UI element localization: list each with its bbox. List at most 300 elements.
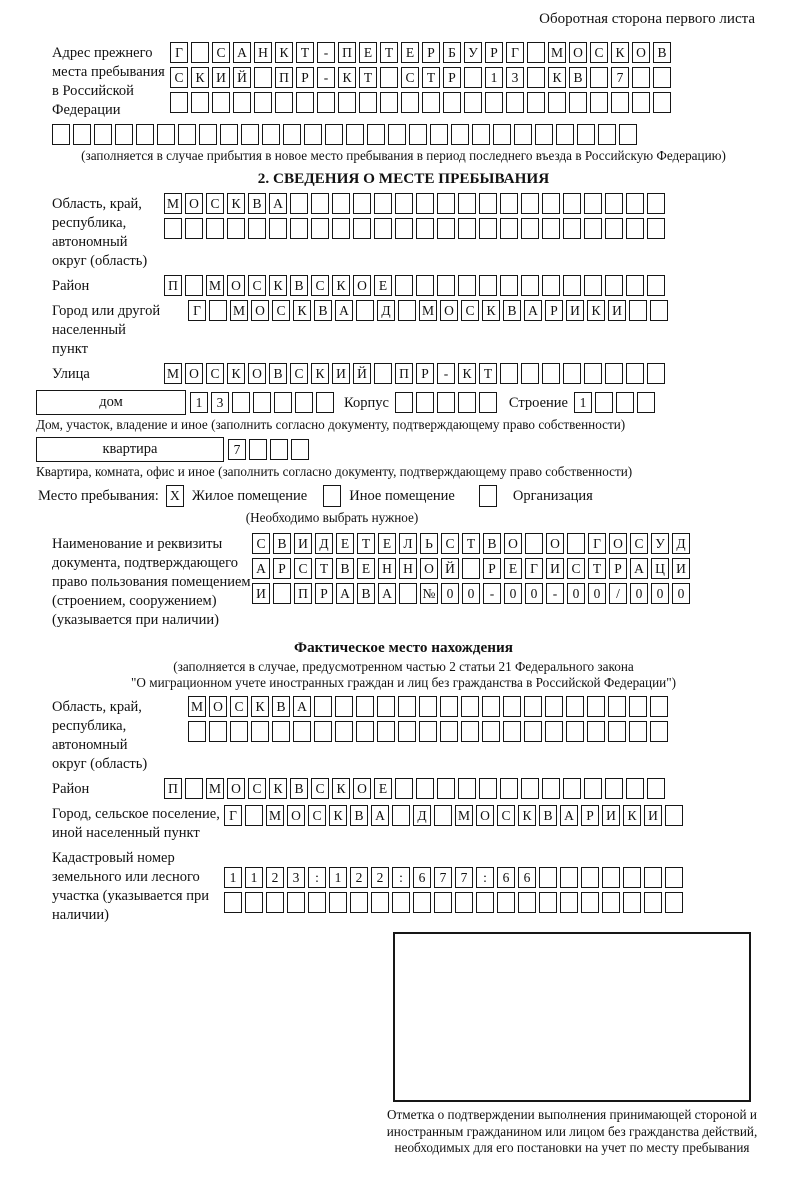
char-cell[interactable]: У: [651, 533, 669, 554]
char-cell[interactable]: С: [248, 778, 266, 799]
char-cell[interactable]: [440, 721, 458, 742]
char-cell[interactable]: [388, 124, 406, 145]
char-cell[interactable]: Т: [296, 42, 314, 63]
char-cell[interactable]: [479, 218, 497, 239]
char-cell[interactable]: Е: [401, 42, 419, 63]
char-cell[interactable]: В: [357, 583, 375, 604]
char-cell[interactable]: -: [546, 583, 564, 604]
char-cell[interactable]: [632, 92, 650, 113]
char-cell[interactable]: О: [248, 363, 266, 384]
char-cell[interactable]: [637, 392, 655, 413]
char-cell[interactable]: [359, 92, 377, 113]
char-cell[interactable]: [647, 363, 665, 384]
char-cell[interactable]: Р: [296, 67, 314, 88]
char-cell[interactable]: [567, 533, 585, 554]
char-cell[interactable]: Г: [506, 42, 524, 63]
char-cell[interactable]: [251, 721, 269, 742]
char-cell[interactable]: К: [338, 67, 356, 88]
char-cell[interactable]: В: [273, 533, 291, 554]
char-cell[interactable]: 3: [211, 392, 229, 413]
char-cell[interactable]: [346, 124, 364, 145]
char-cell[interactable]: К: [275, 42, 293, 63]
char-cell[interactable]: [623, 867, 641, 888]
char-cell[interactable]: [518, 892, 536, 913]
char-cell[interactable]: [626, 193, 644, 214]
char-cell[interactable]: 2: [371, 867, 389, 888]
char-cell[interactable]: [626, 778, 644, 799]
char-cell[interactable]: [623, 892, 641, 913]
char-cell[interactable]: 6: [413, 867, 431, 888]
char-cell[interactable]: [461, 721, 479, 742]
char-cell[interactable]: И: [566, 300, 584, 321]
char-cell[interactable]: А: [293, 696, 311, 717]
char-cell[interactable]: А: [252, 558, 270, 579]
char-cell[interactable]: [409, 124, 427, 145]
char-cell[interactable]: [584, 363, 602, 384]
char-cell[interactable]: [212, 92, 230, 113]
char-cell[interactable]: Е: [374, 275, 392, 296]
char-cell[interactable]: [590, 67, 608, 88]
char-cell[interactable]: 1: [574, 392, 592, 413]
char-cell[interactable]: [545, 721, 563, 742]
char-cell[interactable]: [380, 67, 398, 88]
char-cell[interactable]: О: [504, 533, 522, 554]
char-cell[interactable]: М: [455, 805, 473, 826]
char-cell[interactable]: [647, 218, 665, 239]
char-cell[interactable]: 0: [630, 583, 648, 604]
char-cell[interactable]: [569, 92, 587, 113]
house-type-box[interactable]: дом: [36, 390, 186, 415]
char-cell[interactable]: [476, 892, 494, 913]
char-cell[interactable]: Р: [545, 300, 563, 321]
char-cell[interactable]: :: [392, 867, 410, 888]
char-cell[interactable]: [399, 583, 417, 604]
char-cell[interactable]: В: [503, 300, 521, 321]
char-cell[interactable]: [374, 363, 392, 384]
char-cell[interactable]: А: [630, 558, 648, 579]
char-cell[interactable]: [605, 218, 623, 239]
char-cell[interactable]: [245, 805, 263, 826]
char-cell[interactable]: [398, 696, 416, 717]
char-cell[interactable]: [430, 124, 448, 145]
char-cell[interactable]: :: [308, 867, 326, 888]
char-cell[interactable]: К: [269, 275, 287, 296]
char-cell[interactable]: [521, 193, 539, 214]
char-cell[interactable]: [419, 696, 437, 717]
char-cell[interactable]: 1: [190, 392, 208, 413]
char-cell[interactable]: [416, 193, 434, 214]
char-cell[interactable]: Н: [254, 42, 272, 63]
char-cell[interactable]: [94, 124, 112, 145]
char-cell[interactable]: [548, 92, 566, 113]
char-cell[interactable]: [115, 124, 133, 145]
char-cell[interactable]: К: [311, 363, 329, 384]
char-cell[interactable]: 6: [518, 867, 536, 888]
apartment-type-box[interactable]: квартира: [36, 437, 224, 462]
char-cell[interactable]: [269, 218, 287, 239]
char-cell[interactable]: [220, 124, 238, 145]
char-cell[interactable]: Д: [315, 533, 333, 554]
char-cell[interactable]: [136, 124, 154, 145]
char-cell[interactable]: Т: [315, 558, 333, 579]
char-cell[interactable]: [590, 92, 608, 113]
char-cell[interactable]: В: [483, 533, 501, 554]
char-cell[interactable]: О: [353, 778, 371, 799]
char-cell[interactable]: [371, 892, 389, 913]
char-cell[interactable]: [395, 275, 413, 296]
char-cell[interactable]: 1: [329, 867, 347, 888]
char-cell[interactable]: 0: [672, 583, 690, 604]
char-cell[interactable]: Т: [380, 42, 398, 63]
char-cell[interactable]: В: [290, 275, 308, 296]
char-cell[interactable]: 0: [504, 583, 522, 604]
char-cell[interactable]: М: [188, 696, 206, 717]
char-cell[interactable]: [524, 721, 542, 742]
char-cell[interactable]: И: [608, 300, 626, 321]
char-cell[interactable]: Г: [224, 805, 242, 826]
char-cell[interactable]: [437, 392, 455, 413]
char-cell[interactable]: [367, 124, 385, 145]
char-cell[interactable]: О: [227, 275, 245, 296]
char-cell[interactable]: [521, 778, 539, 799]
char-cell[interactable]: Б: [443, 42, 461, 63]
char-cell[interactable]: [188, 721, 206, 742]
char-cell[interactable]: [291, 439, 309, 460]
char-cell[interactable]: А: [378, 583, 396, 604]
char-cell[interactable]: Й: [353, 363, 371, 384]
char-cell[interactable]: [653, 92, 671, 113]
char-cell[interactable]: [416, 778, 434, 799]
char-cell[interactable]: И: [252, 583, 270, 604]
char-cell[interactable]: А: [560, 805, 578, 826]
char-cell[interactable]: О: [353, 275, 371, 296]
char-cell[interactable]: М: [548, 42, 566, 63]
char-cell[interactable]: П: [164, 275, 182, 296]
char-cell[interactable]: [422, 92, 440, 113]
char-cell[interactable]: В: [569, 67, 587, 88]
char-cell[interactable]: К: [329, 805, 347, 826]
char-cell[interactable]: 7: [455, 867, 473, 888]
char-cell[interactable]: [464, 92, 482, 113]
char-cell[interactable]: И: [672, 558, 690, 579]
char-cell[interactable]: [605, 275, 623, 296]
char-cell[interactable]: [566, 721, 584, 742]
char-cell[interactable]: [587, 721, 605, 742]
char-cell[interactable]: [209, 721, 227, 742]
char-cell[interactable]: К: [587, 300, 605, 321]
char-cell[interactable]: С: [212, 42, 230, 63]
char-cell[interactable]: [619, 124, 637, 145]
char-cell[interactable]: [464, 67, 482, 88]
char-cell[interactable]: [472, 124, 490, 145]
char-cell[interactable]: [479, 778, 497, 799]
char-cell[interactable]: [283, 124, 301, 145]
char-cell[interactable]: С: [230, 696, 248, 717]
char-cell[interactable]: [506, 92, 524, 113]
char-cell[interactable]: [629, 721, 647, 742]
char-cell[interactable]: [353, 193, 371, 214]
char-cell[interactable]: Ц: [651, 558, 669, 579]
char-cell[interactable]: [443, 92, 461, 113]
char-cell[interactable]: 7: [228, 439, 246, 460]
char-cell[interactable]: [304, 124, 322, 145]
char-cell[interactable]: Р: [483, 558, 501, 579]
char-cell[interactable]: [308, 892, 326, 913]
char-cell[interactable]: Р: [443, 67, 461, 88]
char-cell[interactable]: [608, 696, 626, 717]
char-cell[interactable]: [73, 124, 91, 145]
char-cell[interactable]: [647, 778, 665, 799]
char-cell[interactable]: [566, 696, 584, 717]
char-cell[interactable]: Р: [273, 558, 291, 579]
char-cell[interactable]: [461, 696, 479, 717]
char-cell[interactable]: [493, 124, 511, 145]
char-cell[interactable]: 0: [525, 583, 543, 604]
char-cell[interactable]: [287, 892, 305, 913]
char-cell[interactable]: Р: [422, 42, 440, 63]
char-cell[interactable]: С: [311, 275, 329, 296]
char-cell[interactable]: [413, 892, 431, 913]
char-cell[interactable]: С: [311, 778, 329, 799]
char-cell[interactable]: [647, 275, 665, 296]
char-cell[interactable]: [374, 218, 392, 239]
char-cell[interactable]: [227, 218, 245, 239]
char-cell[interactable]: С: [567, 558, 585, 579]
char-cell[interactable]: [644, 892, 662, 913]
char-cell[interactable]: Т: [359, 67, 377, 88]
char-cell[interactable]: [500, 778, 518, 799]
char-cell[interactable]: [563, 218, 581, 239]
char-cell[interactable]: [587, 696, 605, 717]
char-cell[interactable]: [395, 778, 413, 799]
char-cell[interactable]: Р: [485, 42, 503, 63]
char-cell[interactable]: Н: [399, 558, 417, 579]
char-cell[interactable]: 0: [441, 583, 459, 604]
char-cell[interactable]: [273, 583, 291, 604]
char-cell[interactable]: [274, 392, 292, 413]
char-cell[interactable]: [314, 696, 332, 717]
char-cell[interactable]: [545, 696, 563, 717]
char-cell[interactable]: [527, 92, 545, 113]
char-cell[interactable]: [458, 218, 476, 239]
char-cell[interactable]: [356, 300, 374, 321]
char-cell[interactable]: [262, 124, 280, 145]
char-cell[interactable]: В: [314, 300, 332, 321]
char-cell[interactable]: О: [440, 300, 458, 321]
char-cell[interactable]: Е: [357, 558, 375, 579]
char-cell[interactable]: И: [546, 558, 564, 579]
char-cell[interactable]: Ь: [420, 533, 438, 554]
char-cell[interactable]: О: [185, 363, 203, 384]
char-cell[interactable]: [556, 124, 574, 145]
char-cell[interactable]: [178, 124, 196, 145]
char-cell[interactable]: [458, 193, 476, 214]
char-cell[interactable]: О: [476, 805, 494, 826]
char-cell[interactable]: А: [269, 193, 287, 214]
char-cell[interactable]: О: [287, 805, 305, 826]
char-cell[interactable]: [437, 778, 455, 799]
char-cell[interactable]: [314, 721, 332, 742]
char-cell[interactable]: [316, 392, 334, 413]
char-cell[interactable]: Т: [422, 67, 440, 88]
char-cell[interactable]: [434, 892, 452, 913]
char-cell[interactable]: [462, 558, 480, 579]
char-cell[interactable]: [629, 696, 647, 717]
residential-checkbox[interactable]: X: [166, 485, 184, 507]
char-cell[interactable]: Р: [581, 805, 599, 826]
char-cell[interactable]: В: [653, 42, 671, 63]
char-cell[interactable]: [248, 218, 266, 239]
char-cell[interactable]: К: [611, 42, 629, 63]
char-cell[interactable]: С: [248, 275, 266, 296]
char-cell[interactable]: В: [290, 778, 308, 799]
char-cell[interactable]: [241, 124, 259, 145]
char-cell[interactable]: [266, 892, 284, 913]
char-cell[interactable]: К: [227, 193, 245, 214]
char-cell[interactable]: [521, 275, 539, 296]
char-cell[interactable]: [395, 218, 413, 239]
char-cell[interactable]: [398, 721, 416, 742]
char-cell[interactable]: С: [294, 558, 312, 579]
char-cell[interactable]: А: [335, 300, 353, 321]
char-cell[interactable]: М: [266, 805, 284, 826]
char-cell[interactable]: О: [227, 778, 245, 799]
char-cell[interactable]: [209, 300, 227, 321]
char-cell[interactable]: О: [632, 42, 650, 63]
char-cell[interactable]: /: [609, 583, 627, 604]
char-cell[interactable]: [398, 300, 416, 321]
char-cell[interactable]: [542, 363, 560, 384]
char-cell[interactable]: С: [272, 300, 290, 321]
char-cell[interactable]: Д: [377, 300, 395, 321]
char-cell[interactable]: Е: [374, 778, 392, 799]
char-cell[interactable]: [560, 892, 578, 913]
char-cell[interactable]: [437, 218, 455, 239]
char-cell[interactable]: 6: [497, 867, 515, 888]
char-cell[interactable]: [395, 392, 413, 413]
char-cell[interactable]: [335, 721, 353, 742]
char-cell[interactable]: К: [482, 300, 500, 321]
char-cell[interactable]: [644, 867, 662, 888]
char-cell[interactable]: [479, 392, 497, 413]
char-cell[interactable]: 1: [485, 67, 503, 88]
char-cell[interactable]: Т: [479, 363, 497, 384]
char-cell[interactable]: М: [164, 363, 182, 384]
char-cell[interactable]: [539, 867, 557, 888]
char-cell[interactable]: Е: [504, 558, 522, 579]
char-cell[interactable]: [584, 275, 602, 296]
char-cell[interactable]: -: [437, 363, 455, 384]
char-cell[interactable]: [295, 392, 313, 413]
char-cell[interactable]: Г: [188, 300, 206, 321]
char-cell[interactable]: [419, 721, 437, 742]
char-cell[interactable]: О: [185, 193, 203, 214]
char-cell[interactable]: [392, 892, 410, 913]
char-cell[interactable]: М: [164, 193, 182, 214]
char-cell[interactable]: 3: [287, 867, 305, 888]
char-cell[interactable]: [581, 892, 599, 913]
char-cell[interactable]: [521, 363, 539, 384]
char-cell[interactable]: [458, 778, 476, 799]
char-cell[interactable]: [563, 778, 581, 799]
char-cell[interactable]: [311, 193, 329, 214]
char-cell[interactable]: К: [332, 275, 350, 296]
char-cell[interactable]: [170, 92, 188, 113]
char-cell[interactable]: У: [464, 42, 482, 63]
char-cell[interactable]: С: [252, 533, 270, 554]
char-cell[interactable]: [451, 124, 469, 145]
char-cell[interactable]: П: [338, 42, 356, 63]
char-cell[interactable]: [356, 721, 374, 742]
char-cell[interactable]: Д: [413, 805, 431, 826]
char-cell[interactable]: [665, 892, 683, 913]
char-cell[interactable]: Е: [359, 42, 377, 63]
char-cell[interactable]: [650, 300, 668, 321]
char-cell[interactable]: [527, 67, 545, 88]
char-cell[interactable]: О: [251, 300, 269, 321]
char-cell[interactable]: П: [164, 778, 182, 799]
char-cell[interactable]: [479, 275, 497, 296]
char-cell[interactable]: [293, 721, 311, 742]
char-cell[interactable]: Д: [672, 533, 690, 554]
char-cell[interactable]: [602, 892, 620, 913]
char-cell[interactable]: [199, 124, 217, 145]
char-cell[interactable]: [535, 124, 553, 145]
char-cell[interactable]: Т: [462, 533, 480, 554]
char-cell[interactable]: [392, 805, 410, 826]
char-cell[interactable]: С: [170, 67, 188, 88]
char-cell[interactable]: [525, 533, 543, 554]
char-cell[interactable]: [605, 193, 623, 214]
char-cell[interactable]: [437, 275, 455, 296]
char-cell[interactable]: [514, 124, 532, 145]
char-cell[interactable]: В: [350, 805, 368, 826]
char-cell[interactable]: [500, 218, 518, 239]
char-cell[interactable]: [542, 218, 560, 239]
char-cell[interactable]: 1: [245, 867, 263, 888]
char-cell[interactable]: [598, 124, 616, 145]
char-cell[interactable]: [296, 92, 314, 113]
char-cell[interactable]: :: [476, 867, 494, 888]
char-cell[interactable]: М: [419, 300, 437, 321]
char-cell[interactable]: С: [590, 42, 608, 63]
char-cell[interactable]: [311, 218, 329, 239]
char-cell[interactable]: [164, 218, 182, 239]
char-cell[interactable]: [665, 867, 683, 888]
char-cell[interactable]: С: [290, 363, 308, 384]
char-cell[interactable]: №: [420, 583, 438, 604]
char-cell[interactable]: К: [293, 300, 311, 321]
char-cell[interactable]: С: [206, 363, 224, 384]
char-cell[interactable]: С: [206, 193, 224, 214]
char-cell[interactable]: [245, 892, 263, 913]
char-cell[interactable]: [500, 193, 518, 214]
char-cell[interactable]: Н: [378, 558, 396, 579]
char-cell[interactable]: [374, 193, 392, 214]
char-cell[interactable]: [584, 218, 602, 239]
char-cell[interactable]: Й: [233, 67, 251, 88]
char-cell[interactable]: [458, 275, 476, 296]
char-cell[interactable]: [542, 193, 560, 214]
char-cell[interactable]: [616, 392, 634, 413]
char-cell[interactable]: [497, 892, 515, 913]
char-cell[interactable]: [665, 805, 683, 826]
char-cell[interactable]: И: [294, 533, 312, 554]
char-cell[interactable]: К: [548, 67, 566, 88]
char-cell[interactable]: С: [630, 533, 648, 554]
char-cell[interactable]: [356, 696, 374, 717]
char-cell[interactable]: 7: [611, 67, 629, 88]
